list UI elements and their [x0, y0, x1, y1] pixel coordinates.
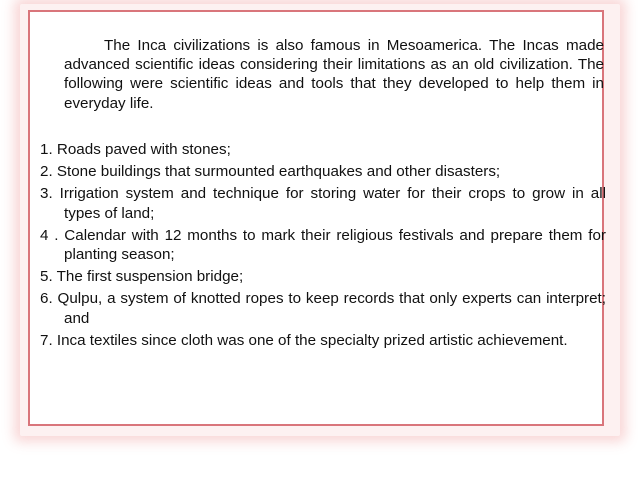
list-item: 4 . Calendar with 12 months to mark their religious festivals and prepare them for planting season;: [40, 226, 606, 264]
slide-card: [28, 10, 604, 426]
list-item: 6. Qulpu, a system of knotted ropes to keep records that only experts can interpret; and: [40, 290, 606, 327]
list-item: 1. Roads paved with stones;: [40, 141, 231, 158]
list-item: 3. Irrigation system and technique for storing water for their crops to grow in all types of land;: [40, 185, 606, 222]
intro-paragraph: The Inca civilizations is also famous in Mesoamerica. The Incas made advanced scientific ideas considering their limitations as an old civilization. The following were scientific ideas and tools that they developed to help them in everyday life.: [64, 37, 604, 112]
list-item: 2. Stone buildings that surmounted earthquakes and other disasters;: [40, 163, 501, 181]
list-item: 5. The first suspension bridge;: [40, 268, 244, 286]
list-item: 7. Inca textiles since cloth was one of the specialty prized artistic achievement.: [40, 331, 568, 349]
ideas-list: [40, 140, 606, 353]
